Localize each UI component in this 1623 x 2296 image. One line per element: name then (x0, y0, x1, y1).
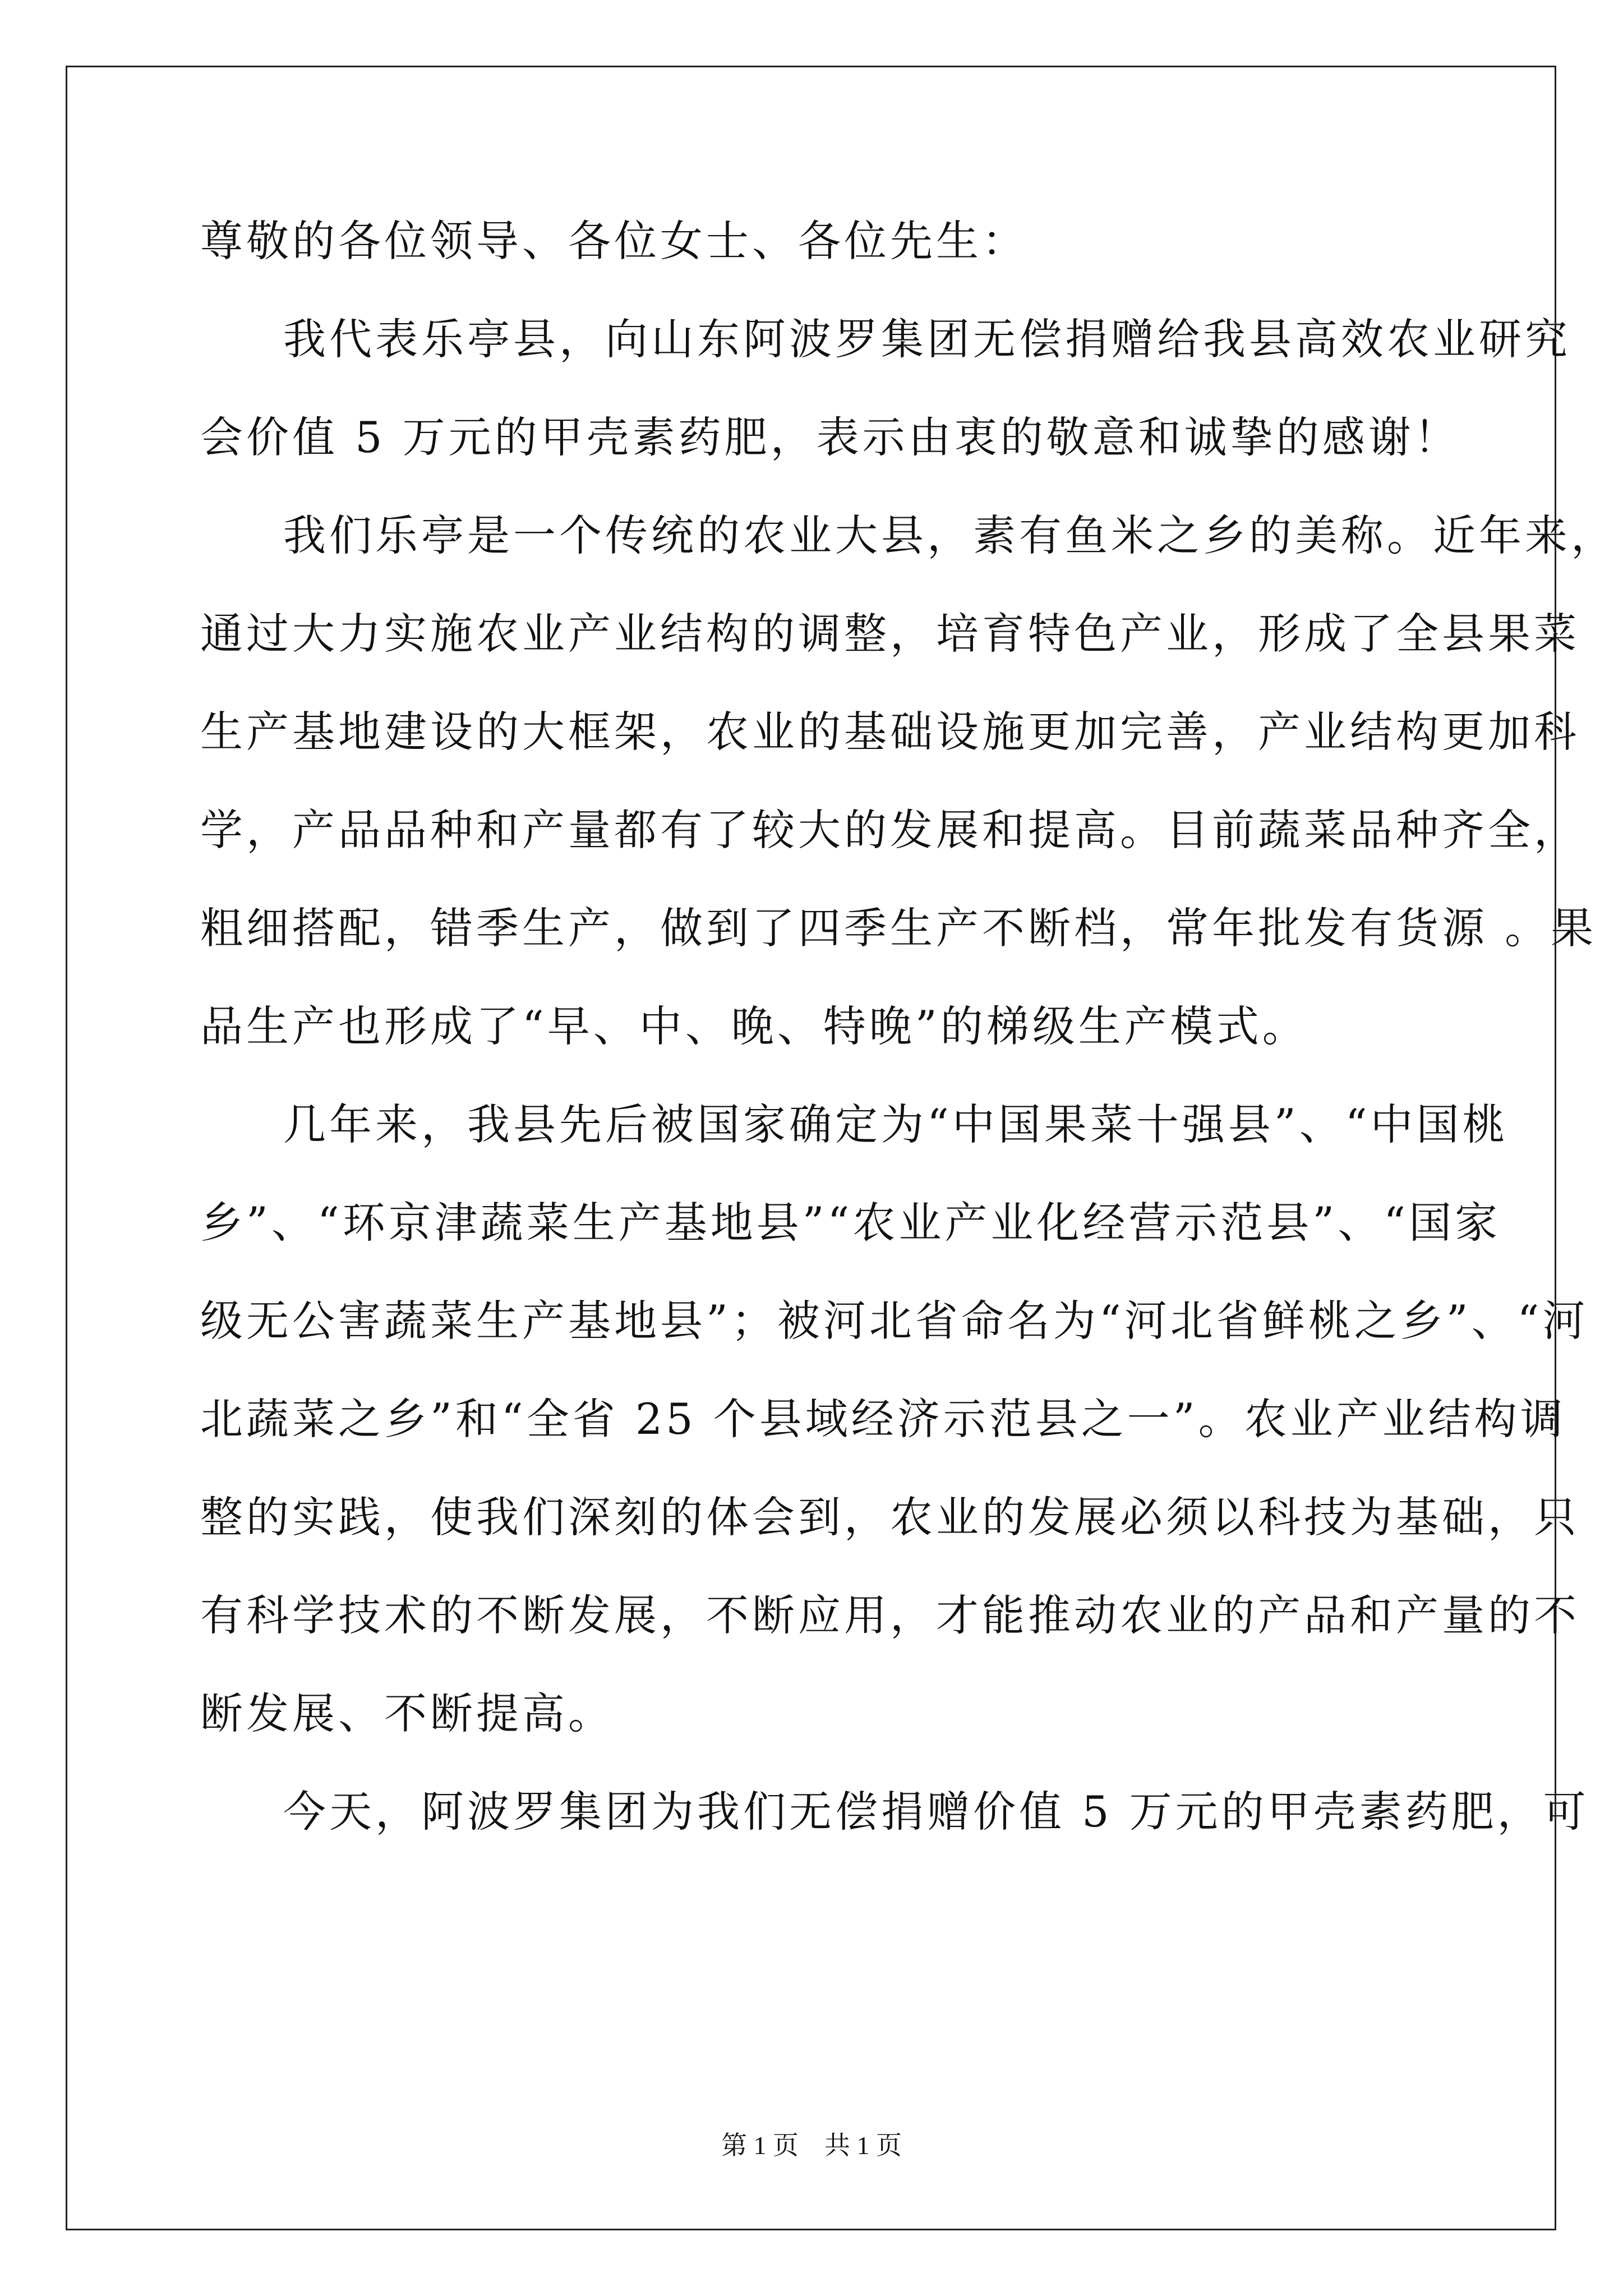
paragraph-1-line-1: 我代表乐亭县，向山东阿波罗集团无偿捐赠给我县高效农业研究 (283, 314, 1571, 364)
paragraph-2-line-4: 学，产品品种和产量都有了较大的发展和提高。目前蔬菜品种齐全， (200, 805, 1580, 855)
paragraph-2-line-6: 品生产也形成了“早、中、晚、特晚”的梯级生产模式。 (200, 1001, 1308, 1051)
paragraph-4-line-1: 今天，阿波罗集团为我们无偿捐赠价值 5 万元的甲壳素药肥，可 (283, 1787, 1589, 1837)
paragraph-3-line-6: 有科学技术的不断发展，不断应用，才能推动农业的产品和产量的不 (200, 1590, 1580, 1640)
paragraph-3-line-7: 断发展、不断提高。 (200, 1688, 614, 1738)
paragraph-3-line-2: 乡”、“环京津蔬菜生产基地县”“农业产业化经营示范县”、“国家 (200, 1198, 1501, 1248)
paragraph-2-line-3: 生产基地建设的大框架，农业的基础设施更加完善，产业结构更加科 (200, 707, 1580, 757)
paragraph-3-line-3: 级无公害蔬菜生产基地县”；被河北省命名为“河北省鲜桃之乡”、“河 (200, 1296, 1589, 1346)
paragraph-3-line-1: 几年来，我县先后被国家确定为“中国果菜十强县”、“中国桃 (283, 1099, 1509, 1149)
paragraph-3-line-5: 整的实践，使我们深刻的体会到，农业的发展必须以科技为基础，只 (200, 1492, 1580, 1542)
paragraph-2-line-5: 粗细搭配，错季生产，做到了四季生产不断档，常年批发有货源 。果 (200, 903, 1597, 953)
paragraph-1-line-2: 会价值 5 万元的甲壳素药肥，表示由衷的敬意和诚挚的感谢！ (200, 412, 1460, 462)
paragraph-3-line-4: 北蔬菜之乡”和“全省 25 个县域经济示范县之一”。农业产业结构调 (200, 1394, 1566, 1444)
salutation: 尊敬的各位领导、各位女士、各位先生： (200, 216, 1028, 266)
paragraph-2-line-1: 我们乐亭是一个传统的农业大县，素有鱼米之乡的美称。近年来， (283, 510, 1617, 560)
page-number-footer: 第 1 页 共 1 页 (721, 2131, 902, 2160)
paragraph-2-line-2: 通过大力实施农业产业结构的调整，培育特色产业，形成了全县果菜 (200, 609, 1580, 659)
